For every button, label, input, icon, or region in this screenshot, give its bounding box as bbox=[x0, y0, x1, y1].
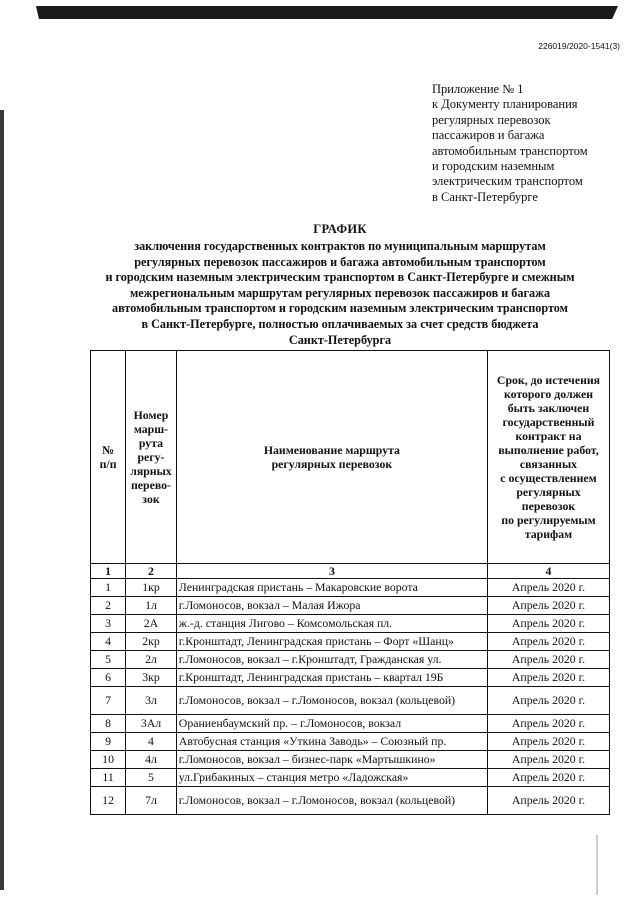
header-route-name bbox=[176, 351, 487, 564]
contract-deadline: Апрель 2020 г. bbox=[487, 651, 609, 669]
row-number: 4 bbox=[91, 633, 126, 651]
contract-deadline: Апрель 2020 г. bbox=[487, 733, 609, 751]
header-line: регулярных перевозок bbox=[271, 457, 393, 471]
route-name: г.Ломоносов, вокзал – г.Кронштадт, Гражданская ул. bbox=[176, 651, 487, 669]
header-line: с осуществлением bbox=[500, 471, 597, 485]
table-column-numbers bbox=[91, 564, 610, 579]
table-row bbox=[91, 579, 610, 597]
contract-deadline: Апрель 2020 г. bbox=[487, 669, 609, 687]
route-number: 4 bbox=[126, 733, 177, 751]
row-number: 11 bbox=[91, 769, 126, 787]
row-number: 1 bbox=[91, 579, 126, 597]
contract-deadline: Апрель 2020 г. bbox=[487, 787, 609, 815]
route-number: 1кр bbox=[126, 579, 177, 597]
route-number: 1л bbox=[126, 597, 177, 615]
header-line: тарифам bbox=[524, 527, 573, 541]
heading-line: Санкт-Петербурга bbox=[288, 332, 392, 347]
heading-line: заключения государственных контрактов по муниципальным маршрутам bbox=[134, 239, 546, 253]
column-number: 2 bbox=[126, 564, 177, 579]
header-line: Срок, до истечения bbox=[496, 373, 601, 387]
table-header-row bbox=[91, 351, 610, 564]
contract-deadline: Апрель 2020 г. bbox=[487, 687, 609, 715]
row-number: 10 bbox=[91, 751, 126, 769]
header-line: зок bbox=[142, 492, 160, 506]
document-id: 226019/2020-1541(3) bbox=[538, 41, 620, 51]
row-number: 12 bbox=[91, 787, 126, 815]
route-number: 3Ал bbox=[126, 715, 177, 733]
header-line: перевозок bbox=[521, 499, 576, 513]
route-name: Ораниенбаумский пр. – г.Ломоносов, вокзал bbox=[176, 715, 487, 733]
table-row bbox=[91, 715, 610, 733]
header-deadline bbox=[487, 351, 609, 564]
route-number: 2кр bbox=[126, 633, 177, 651]
route-number: 7л bbox=[126, 787, 177, 815]
header-line: Номер bbox=[133, 408, 169, 422]
scan-left-edge bbox=[0, 110, 4, 890]
column-number: 3 bbox=[176, 564, 487, 579]
route-name: г.Ломоносов, вокзал – Малая Ижора bbox=[176, 597, 487, 615]
row-number: 7 bbox=[91, 687, 126, 715]
route-name: г.Ломоносов, вокзал – г.Ломоносов, вокзал (кольцевой) bbox=[176, 787, 487, 815]
contract-deadline: Апрель 2020 г. bbox=[487, 633, 609, 651]
route-number: 2А bbox=[126, 615, 177, 633]
header-line: выполнение работ, bbox=[498, 443, 599, 457]
route-name: г.Ломоносов, вокзал – бизнес-парк «Мартышкино» bbox=[176, 751, 487, 769]
header-line: № bbox=[102, 443, 114, 457]
contract-deadline: Апрель 2020 г. bbox=[487, 751, 609, 769]
route-number: 3л bbox=[126, 687, 177, 715]
header-line: марш- bbox=[133, 422, 169, 436]
header-line: п/п bbox=[99, 457, 117, 471]
route-name: г.Ломоносов, вокзал – г.Ломоносов, вокзал (кольцевой) bbox=[176, 687, 487, 715]
route-number: 4л bbox=[126, 751, 177, 769]
contract-deadline: Апрель 2020 г. bbox=[487, 597, 609, 615]
table-row bbox=[91, 669, 610, 687]
heading-line: регулярных перевозок пассажиров и багажа автомобильным транспортом bbox=[134, 254, 546, 269]
route-name: г.Кронштадт, Ленинградская пристань – Форт «Шанц» bbox=[176, 633, 487, 651]
header-line: быть заключен bbox=[507, 401, 590, 415]
table-row bbox=[91, 751, 610, 769]
table-row bbox=[91, 787, 610, 815]
heading-line: и городским наземным электрическим транспортом в Санкт-Петербурге и смежным bbox=[105, 270, 575, 285]
contract-deadline: Апрель 2020 г. bbox=[487, 715, 609, 733]
row-number: 8 bbox=[91, 715, 126, 733]
row-number: 5 bbox=[91, 651, 126, 669]
column-number: 4 bbox=[487, 564, 609, 579]
appendix-line: Приложение № 1 bbox=[432, 82, 524, 96]
heading-line: межрегиональным маршрутам регулярных перевозок пассажиров и багажа bbox=[129, 285, 551, 300]
document-heading bbox=[70, 239, 610, 348]
table-row bbox=[91, 633, 610, 651]
appendix-line: и городским наземным bbox=[432, 159, 555, 174]
header-line: лярных bbox=[130, 464, 172, 478]
header-line: связанных bbox=[519, 457, 578, 471]
header-line: государственный bbox=[502, 415, 595, 429]
header-line: по регулируемым bbox=[501, 513, 596, 527]
heading-line: автомобильным транспортом и городским наземным электрическим транспортом bbox=[112, 301, 568, 316]
header-line: перево- bbox=[130, 478, 171, 492]
header-number bbox=[91, 351, 126, 564]
contract-deadline: Апрель 2020 г. bbox=[487, 579, 609, 597]
route-name: ж.-д. станция Лигово – Комсомольская пл. bbox=[176, 615, 487, 633]
route-number: 5 bbox=[126, 769, 177, 787]
row-number: 3 bbox=[91, 615, 126, 633]
scan-artifact bbox=[596, 835, 598, 895]
header-line: Наименование маршрута bbox=[263, 443, 400, 457]
appendix-line: электрическим транспортом bbox=[432, 174, 583, 189]
table-row bbox=[91, 597, 610, 615]
route-name: Ленинградская пристань – Макаровские ворота bbox=[176, 579, 487, 597]
row-number: 6 bbox=[91, 669, 126, 687]
appendix-line: в Санкт-Петербурге bbox=[432, 189, 538, 204]
route-number: 2л bbox=[126, 651, 177, 669]
appendix-line: к Документу планирования bbox=[432, 97, 578, 112]
route-name: ул.Грибакиных – станция метро «Ладожская» bbox=[176, 769, 487, 787]
table-row bbox=[91, 733, 610, 751]
appendix-line: регулярных перевозок bbox=[432, 112, 551, 127]
header-line: регулярных bbox=[516, 485, 581, 499]
route-name: Автобусная станция «Уткина Заводь» – Союзный пр. bbox=[176, 733, 487, 751]
route-number: 3кр bbox=[126, 669, 177, 687]
contract-deadline: Апрель 2020 г. bbox=[487, 769, 609, 787]
header-line: рута bbox=[138, 436, 164, 450]
header-line: регу- bbox=[137, 450, 165, 464]
heading-line: в Санкт-Петербурге, полностью оплачиваемых за счет средств бюджета bbox=[141, 316, 539, 331]
table-row bbox=[91, 615, 610, 633]
document-title: ГРАФИК bbox=[313, 222, 367, 236]
appendix-note bbox=[432, 82, 622, 205]
contract-deadline: Апрель 2020 г. bbox=[487, 615, 609, 633]
table-row bbox=[91, 651, 610, 669]
table-row bbox=[91, 769, 610, 787]
route-name: г.Кронштадт, Ленинградская пристань – квартал 19Б bbox=[176, 669, 487, 687]
header-line: контракт на bbox=[515, 429, 582, 443]
row-number: 2 bbox=[91, 597, 126, 615]
row-number: 9 bbox=[91, 733, 126, 751]
appendix-line: автомобильным транспортом bbox=[432, 143, 588, 158]
header-route-number bbox=[126, 351, 177, 564]
table-row bbox=[91, 687, 610, 715]
column-number: 1 bbox=[91, 564, 126, 579]
appendix-line: пассажиров и багажа bbox=[432, 128, 545, 143]
scan-top-bar bbox=[36, 6, 618, 19]
schedule-table bbox=[90, 350, 610, 815]
header-line: которого должен bbox=[503, 387, 594, 401]
